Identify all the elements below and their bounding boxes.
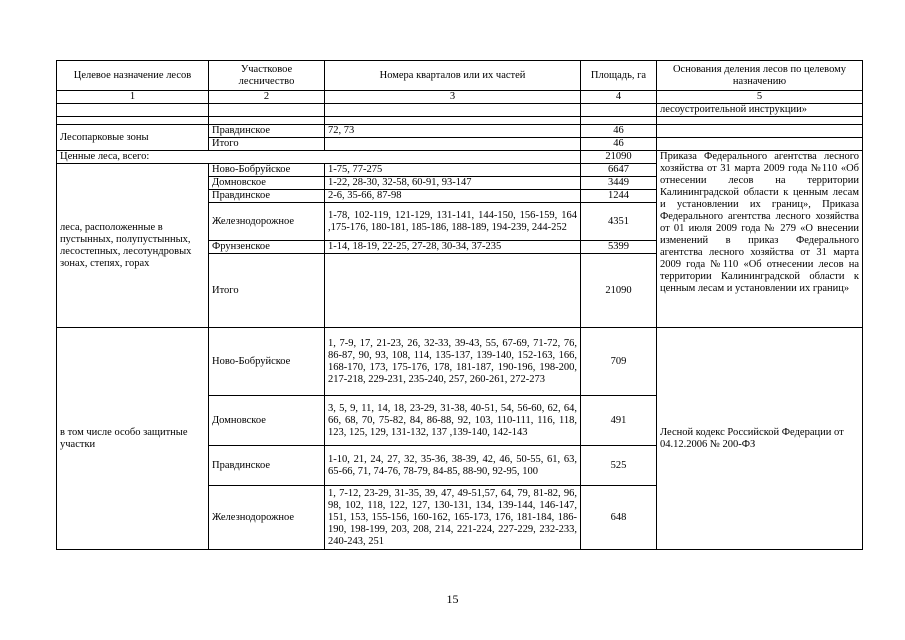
area-cell: 491 [581, 396, 657, 446]
page-number: 15 [446, 592, 459, 606]
table-row [57, 151, 863, 164]
table-row [57, 328, 863, 396]
quarters-cell: 1-22, 28-30, 32-58, 60-91, 93-147 [325, 177, 581, 190]
district-cell: Правдинское [209, 446, 325, 486]
district-cell: Фрунзенское [209, 241, 325, 254]
district-cell: Домновское [209, 396, 325, 446]
header-purpose: Целевое назначение лесов [57, 61, 209, 91]
valuable-total-area: 21090 [581, 151, 657, 164]
quarters-cell: 1, 7-12, 23-29, 31-35, 39, 47, 49-51,57, 64, 79, 81-82, 96, 98, 102, 118, 122, 127, 130-131, 134, 139-144, 146-147, 151, 153, 155-156, 160-162, 165-173, 176, 181-184, 186-190, 198-199, 203, 208, 214, 221-224, 227-229, 232-233, 240-243, 251 [325, 486, 581, 550]
column-number: 1 [57, 91, 209, 104]
column-number: 4 [581, 91, 657, 104]
table-row [57, 125, 863, 138]
quarters-cell [325, 254, 581, 328]
quarters-cell: 3, 5, 9, 11, 14, 18, 23-29, 31-38, 40-51, 54, 56-60, 62, 64, 66, 68, 70, 75-82, 84, 86-88, 92, 103, 110-111, 116, 118, 123, 125, 129, 131-132, 137 ,139-140, 142-143 [325, 396, 581, 446]
district-cell: Железнодорожное [209, 486, 325, 550]
district-cell: Правдинское [209, 190, 325, 203]
area-cell: 46 [581, 138, 657, 151]
quarters-cell [325, 138, 581, 151]
quarters-cell: 1, 7-9, 17, 21-23, 26, 32-33, 39-43, 55, 67-69, 71-72, 76, 86-87, 90, 93, 108, 114, 135-137, 139-140, 152-163, 166, 168-170, 173, 175-176, 178, 181-187, 190-196, 198-200, 217-218, 229-231, 235-240, 257, 260-261, 272-273 [325, 328, 581, 396]
area-cell: 709 [581, 328, 657, 396]
quarters-cell: 1-75, 77-275 [325, 164, 581, 177]
district-cell: Железнодорожное [209, 203, 325, 241]
basis-continuation: лесоустроительной инструкции» [657, 104, 863, 117]
area-cell: 46 [581, 125, 657, 138]
area-cell: 6647 [581, 164, 657, 177]
column-number: 3 [325, 91, 581, 104]
area-cell: 1244 [581, 190, 657, 203]
quarters-cell: 1-78, 102-119, 121-129, 131-141, 144-150, 156-159, 164 ,175-176, 180-181, 185-186, 188-189, 194-239, 244-252 [325, 203, 581, 241]
column-number: 2 [209, 91, 325, 104]
district-cell: Ново-Бобруйское [209, 328, 325, 396]
district-cell: Итого [209, 138, 325, 151]
district-cell: Домновское [209, 177, 325, 190]
header-area: Площадь, га [581, 61, 657, 91]
district-cell: Ново-Бобруйское [209, 164, 325, 177]
area-cell: 5399 [581, 241, 657, 254]
valuable-total-label: Ценные леса, всего: [57, 151, 581, 164]
protective-basis: Лесной кодекс Российской Федерации от 04.12.2006 № 200-ФЗ [657, 328, 863, 550]
district-cell: Правдинское [209, 125, 325, 138]
header-quarters: Номера кварталов или их частей [325, 61, 581, 91]
area-cell: 648 [581, 486, 657, 550]
quarters-cell: 2-6, 35-66, 87-98 [325, 190, 581, 203]
header-basis: Основания деления лесов по целевому назначению [657, 61, 863, 91]
quarters-cell: 1-14, 18-19, 22-25, 27-28, 30-34, 37-235 [325, 241, 581, 254]
purpose-protective: в том числе особо защитные участки [57, 328, 209, 550]
column-number: 5 [657, 91, 863, 104]
area-cell: 4351 [581, 203, 657, 241]
valuable-basis: Приказа Федерального агентства лесного хозяйства от 31 марта 2009 года №110 «Об отнесении лесов на территории Калининградской области к ценным лесам и установлении их границ», Приказа Федерального агентства лесного хозяйства от 01 июля 2009 года № 279 «О внесении изменений в приказ Федерального агентства лесного хозяйства от 31 марта 2009 года №110 «Об отнесении лесов на территории Калининградской области к ценным лесам и установлении их границ» [657, 151, 863, 328]
purpose-steppe: леса, расположенные в пустынных, полупустынных, лесостепных, лесотундровых зонах, степях, горах [57, 164, 209, 328]
area-cell: 525 [581, 446, 657, 486]
quarters-cell: 72, 73 [325, 125, 581, 138]
purpose-forest-park: Лесопарковые зоны [57, 125, 209, 151]
area-cell: 21090 [581, 254, 657, 328]
header-district: Участковое лесничество [209, 61, 325, 91]
quarters-cell: 1-10, 21, 24, 27, 32, 35-36, 38-39, 42, 46, 50-55, 61, 63, 65-66, 71, 74-76, 78-79, 84-85, 88-90, 92-95, 100 [325, 446, 581, 486]
forest-purpose-table [56, 60, 863, 550]
district-cell: Итого [209, 254, 325, 328]
area-cell: 3449 [581, 177, 657, 190]
